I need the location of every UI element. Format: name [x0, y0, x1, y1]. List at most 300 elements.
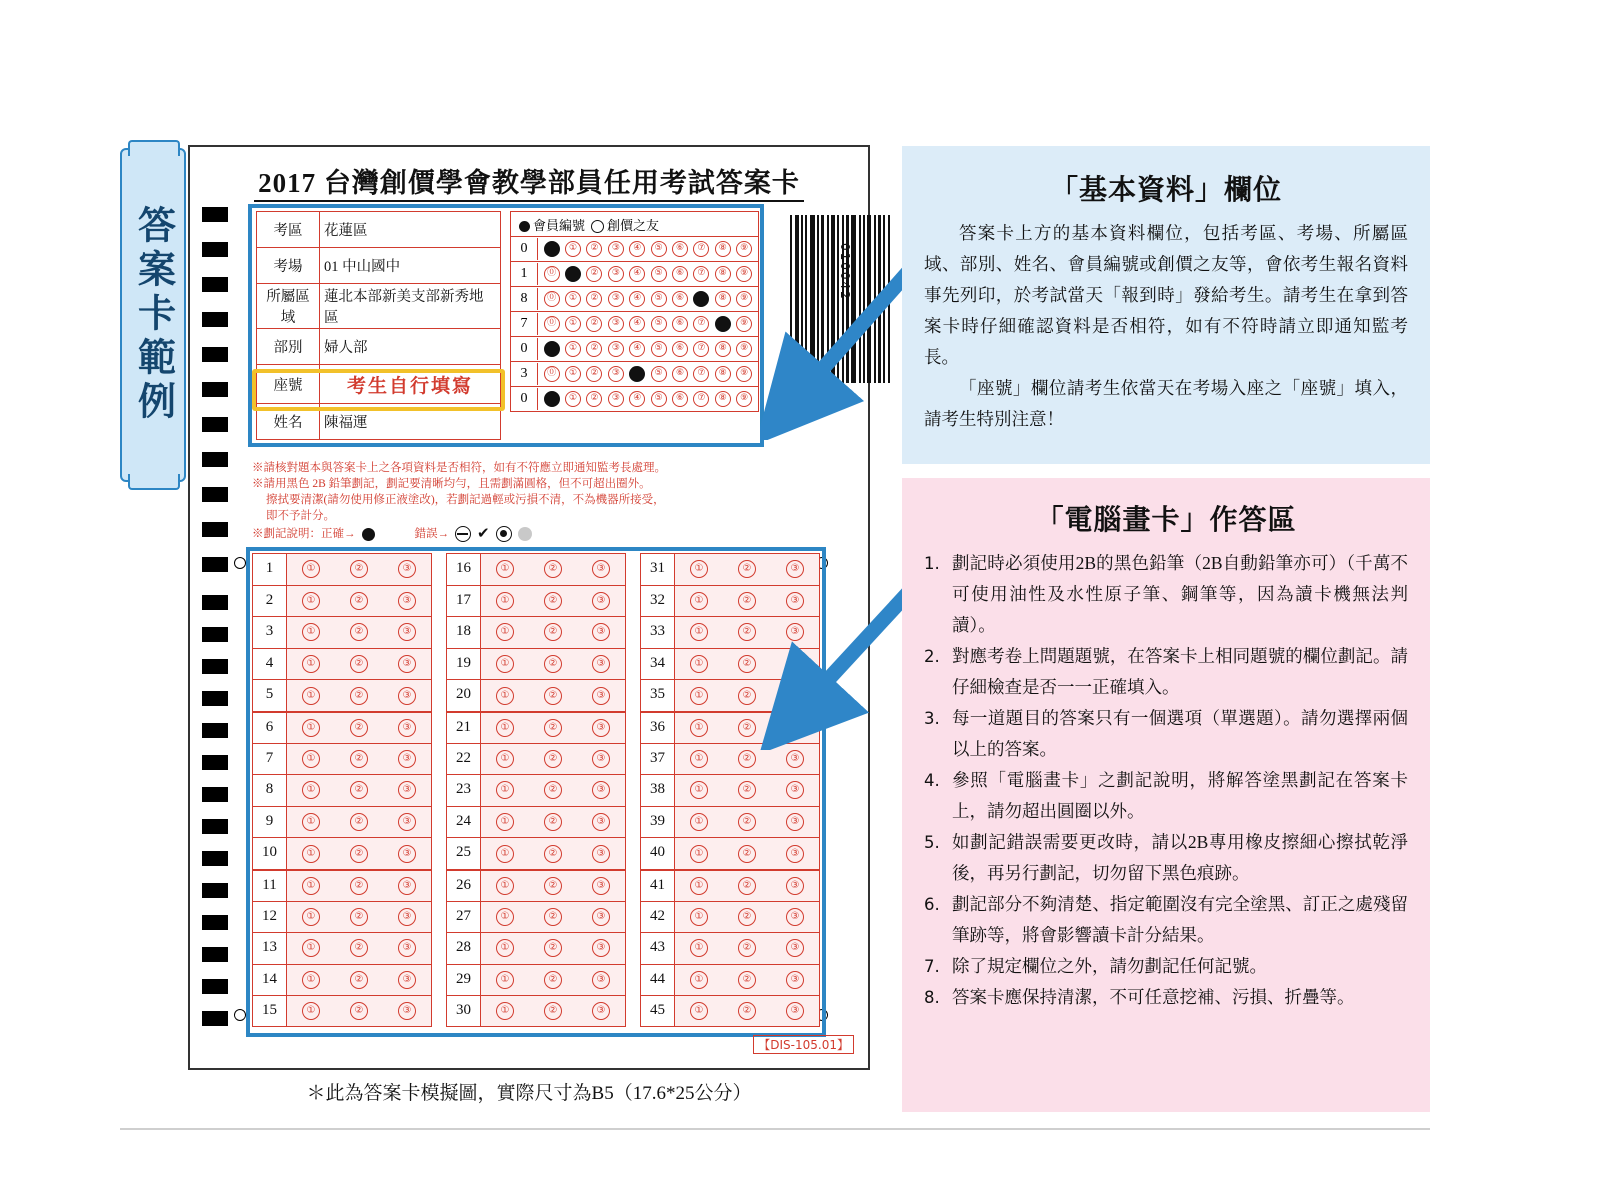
info-row [257, 365, 501, 404]
member-number-bubble[interactable]: ⑥ [672, 266, 688, 282]
answer-bubble[interactable]: ① [302, 908, 320, 926]
answer-bubble[interactable]: ② [738, 813, 756, 831]
member-number-bubble[interactable]: ⑤ [651, 241, 667, 257]
answer-bubble[interactable]: ① [496, 719, 514, 737]
info-row-label: 座號 [257, 365, 320, 404]
answer-bubble[interactable]: ② [544, 623, 562, 641]
answer-bubble[interactable]: ① [302, 687, 320, 705]
answer-bubble[interactable]: ② [350, 623, 368, 641]
member-number-bubble[interactable]: ③ [608, 366, 624, 382]
member-number-bubble[interactable]: ⑦ [693, 341, 709, 357]
timing-mark [202, 723, 228, 738]
member-number-bubble[interactable]: ① [565, 391, 581, 407]
answer-bubble[interactable]: ① [302, 623, 320, 641]
answer-bubble[interactable]: ① [496, 845, 514, 863]
answer-bubble[interactable]: ① [496, 877, 514, 895]
member-number-bubble[interactable]: ③ [608, 316, 624, 332]
answer-bubble[interactable]: ② [544, 781, 562, 799]
member-number-row [510, 312, 759, 337]
question-number: 1 [253, 554, 287, 585]
answer-bubble[interactable]: ③ [398, 939, 416, 957]
answer-bubble[interactable]: ① [496, 813, 514, 831]
question-number: 33 [641, 617, 675, 648]
answer-bubble[interactable]: ① [496, 971, 514, 989]
answer-bubble[interactable]: ① [690, 877, 708, 895]
member-number-bubble[interactable] [544, 341, 560, 357]
question-number: 42 [641, 902, 675, 933]
member-number-bubble[interactable]: ④ [629, 341, 645, 357]
answer-bubble[interactable]: ③ [398, 655, 416, 673]
answer-bubble[interactable]: ① [496, 655, 514, 673]
answer-bubble[interactable]: ③ [398, 560, 416, 578]
member-number-bubble[interactable] [629, 366, 645, 382]
member-number-bubble[interactable]: ⑥ [672, 391, 688, 407]
member-number-bubble[interactable]: ⑤ [651, 366, 667, 382]
member-number-bubble[interactable]: ④ [629, 241, 645, 257]
answer-bubble[interactable]: ① [496, 687, 514, 705]
answer-bubble[interactable]: ① [302, 971, 320, 989]
member-digit: 7 [511, 313, 538, 335]
answer-bubble[interactable]: ③ [786, 939, 804, 957]
answer-bubble[interactable]: ③ [398, 877, 416, 895]
answer-bubble[interactable]: ① [690, 971, 708, 989]
answer-bubble[interactable]: ③ [786, 813, 804, 831]
question-number: 40 [641, 838, 675, 869]
exam-instruction-item: 答案卡應保持清潔，不可任意挖補、污損、折疊等。 [952, 987, 1355, 1007]
answer-bubble[interactable]: ② [350, 750, 368, 768]
member-number-bubble[interactable]: ⑨ [736, 366, 752, 382]
answer-bubble[interactable]: ③ [786, 623, 804, 641]
basic-info-panel [902, 146, 1430, 464]
answer-bubble[interactable]: ① [302, 560, 320, 578]
timing-mark [202, 487, 228, 502]
answer-bubble[interactable]: ② [738, 687, 756, 705]
question-number: 26 [447, 871, 481, 901]
answer-bubble[interactable]: ③ [592, 845, 610, 863]
member-number-bubble[interactable]: ⑨ [736, 266, 752, 282]
member-number-bubble[interactable]: ⑥ [672, 341, 688, 357]
legend-wrong-label: 錯誤→ [414, 528, 449, 540]
answer-bubble[interactable]: ② [544, 845, 562, 863]
answer-bubble[interactable]: ① [302, 1002, 320, 1020]
empty-radio-icon [591, 220, 604, 233]
answer-bubble[interactable]: ③ [592, 750, 610, 768]
answer-bubble[interactable]: ② [738, 971, 756, 989]
answer-bubble[interactable]: ① [496, 939, 514, 957]
answer-bubble[interactable]: ② [350, 845, 368, 863]
answer-bubble[interactable]: ③ [592, 623, 610, 641]
member-number-bubble[interactable]: ③ [608, 291, 624, 307]
member-number-bubble[interactable]: ⑤ [651, 391, 667, 407]
answer-row [446, 964, 626, 996]
timing-mark [202, 627, 228, 642]
answer-bubble[interactable]: ① [690, 781, 708, 799]
answer-bubble[interactable]: ② [544, 592, 562, 610]
member-number-bubble[interactable]: ⑧ [715, 366, 731, 382]
question-number: 13 [253, 933, 287, 964]
answer-bubble[interactable]: ③ [786, 1002, 804, 1020]
member-number-bubble[interactable]: ② [586, 266, 602, 282]
answer-row [640, 932, 820, 964]
answer-bubble[interactable]: ① [690, 592, 708, 610]
answer-bubble[interactable]: ③ [592, 877, 610, 895]
member-number-bubble[interactable]: ⑤ [651, 266, 667, 282]
answer-bubble[interactable]: ① [690, 939, 708, 957]
answer-bubble[interactable]: ② [544, 655, 562, 673]
member-number-bubble[interactable]: ① [565, 366, 581, 382]
answer-bubble[interactable]: ③ [592, 592, 610, 610]
answer-row [446, 806, 626, 838]
question-number: 20 [447, 680, 481, 711]
answer-bubble[interactable]: ① [690, 687, 708, 705]
answer-bubble[interactable]: ① [302, 939, 320, 957]
info-row-value: 蓮北本部新美支部新秀地區 [320, 284, 501, 329]
answer-bubble[interactable]: ③ [592, 1002, 610, 1020]
info-row-value: 01 中山國中 [320, 248, 501, 284]
answer-bubble[interactable]: ③ [592, 781, 610, 799]
answer-bubble[interactable]: ① [302, 813, 320, 831]
answer-bubble[interactable]: ① [496, 560, 514, 578]
answer-row [252, 774, 432, 806]
answer-bubble[interactable]: ③ [786, 971, 804, 989]
member-number-row [510, 262, 759, 287]
answer-bubble[interactable]: ③ [592, 655, 610, 673]
answer-bubble[interactable]: ② [350, 908, 368, 926]
member-number-bubble[interactable]: ④ [629, 391, 645, 407]
member-number-bubble[interactable]: ⑨ [736, 241, 752, 257]
answer-row [446, 585, 626, 617]
answer-bubble[interactable]: ① [690, 813, 708, 831]
answer-bubble[interactable]: ② [544, 908, 562, 926]
registration-dot [234, 1009, 246, 1021]
member-number-bubble[interactable]: ② [586, 241, 602, 257]
member-number-bubble[interactable] [565, 266, 581, 282]
answer-bubble[interactable]: ② [544, 1002, 562, 1020]
member-number-bubble[interactable]: ⑦ [693, 391, 709, 407]
answer-bubble[interactable]: ① [690, 655, 708, 673]
member-number-bubble[interactable]: ⑤ [651, 291, 667, 307]
info-row-label: 考場 [257, 248, 320, 284]
timing-mark [202, 755, 228, 770]
answer-bubble[interactable]: ③ [398, 971, 416, 989]
answer-bubble[interactable]: ③ [592, 719, 610, 737]
answer-row [252, 806, 432, 838]
answer-bubble[interactable]: ② [544, 560, 562, 578]
timing-mark [202, 522, 228, 537]
member-number-bubble[interactable]: ⑦ [693, 241, 709, 257]
answer-row [446, 679, 626, 711]
member-number-row [510, 237, 759, 262]
member-number-bubble[interactable]: ② [586, 366, 602, 382]
answer-bubble[interactable]: ② [738, 623, 756, 641]
answer-row [640, 774, 820, 806]
member-number-bubble[interactable] [715, 316, 731, 332]
friend-option[interactable]: 創價之友 [591, 215, 659, 234]
answer-bubble[interactable]: ② [738, 781, 756, 799]
member-number-bubble[interactable]: ⑨ [736, 291, 752, 307]
answer-row [446, 837, 626, 869]
info-row [257, 248, 501, 284]
answer-bubble[interactable]: ① [302, 592, 320, 610]
answer-bubble[interactable]: ② [350, 560, 368, 578]
info-row-label: 姓名 [257, 404, 320, 440]
answer-bubble[interactable]: ① [496, 750, 514, 768]
answer-bubble[interactable]: ③ [592, 813, 610, 831]
timing-mark [202, 242, 228, 257]
question-number: 27 [447, 902, 481, 933]
answer-bubble[interactable]: ② [738, 877, 756, 895]
answer-bubble[interactable]: ② [350, 687, 368, 705]
member-number-bubble[interactable]: ⑥ [672, 366, 688, 382]
member-digit: 3 [511, 363, 538, 385]
note-line-2: ※請用黑色 2B 鉛筆劃記，劃記要清晰均勻，且需劃滿圓格，但不可超出圈外。 [252, 478, 651, 490]
member-number-bubble[interactable]: ① [565, 291, 581, 307]
answer-bubble[interactable]: ① [690, 750, 708, 768]
marking-legend [252, 526, 808, 542]
answer-bubble[interactable]: ① [690, 719, 708, 737]
answer-bubble[interactable]: ② [350, 719, 368, 737]
info-row [257, 404, 501, 440]
member-number-bubble[interactable]: ① [565, 341, 581, 357]
answer-bubble[interactable]: ③ [786, 877, 804, 895]
member-number-bubble[interactable]: ⑥ [672, 241, 688, 257]
member-number-bubble[interactable]: ④ [629, 291, 645, 307]
sample-card-banner-label: 答案卡範例 [131, 205, 174, 425]
answer-bubble[interactable]: ② [350, 877, 368, 895]
member-number-bubble[interactable]: ⓪ [544, 291, 560, 307]
exam-instruction-list [924, 548, 1408, 1013]
answer-bubble[interactable]: ② [738, 908, 756, 926]
timing-mark [202, 557, 228, 572]
answer-bubble[interactable]: ① [496, 908, 514, 926]
answer-bubble[interactable]: ① [690, 1002, 708, 1020]
answer-bubble[interactable]: ① [690, 623, 708, 641]
answer-bubble[interactable]: ① [496, 592, 514, 610]
answer-row [446, 648, 626, 680]
answer-bubble[interactable]: ① [496, 781, 514, 799]
question-number: 24 [447, 807, 481, 838]
answer-bubble[interactable]: ③ [786, 592, 804, 610]
answer-bubble[interactable]: ③ [786, 687, 804, 705]
answer-bubble[interactable]: ② [544, 750, 562, 768]
answer-bubble[interactable]: ② [738, 939, 756, 957]
answer-bubble[interactable]: ② [738, 1002, 756, 1020]
member-number-bubble[interactable]: ⑦ [693, 366, 709, 382]
answer-bubble[interactable]: ① [496, 623, 514, 641]
member-number-bubble[interactable]: ⑤ [651, 316, 667, 332]
answer-bubble[interactable]: ③ [592, 939, 610, 957]
answer-row [446, 774, 626, 806]
answer-bubble[interactable]: ③ [398, 908, 416, 926]
answer-bubble[interactable]: ② [738, 750, 756, 768]
member-number-bubble[interactable]: ⓪ [544, 316, 560, 332]
question-number: 17 [447, 586, 481, 617]
answer-row [252, 616, 432, 648]
member-number-bubble[interactable] [544, 391, 560, 407]
question-number: 8 [253, 775, 287, 806]
exam-instruction-item: 每一道題目的答案只有一個選項（單選題）。請勿選擇兩個以上的答案。 [952, 708, 1408, 759]
member-number-bubble[interactable]: ⑦ [693, 316, 709, 332]
member-number-bubble[interactable]: ③ [608, 241, 624, 257]
answer-bubble[interactable]: ③ [398, 781, 416, 799]
member-number-bubble[interactable]: ⓪ [544, 266, 560, 282]
member-number-bubble[interactable]: ⑨ [736, 341, 752, 357]
filled-radio-icon [519, 221, 530, 232]
answer-bubble[interactable]: ① [302, 877, 320, 895]
question-number: 5 [253, 680, 287, 711]
answer-bubble[interactable]: ③ [786, 750, 804, 768]
answer-bubble[interactable]: ③ [592, 908, 610, 926]
answer-bubble[interactable]: ② [350, 813, 368, 831]
member-number-bubble[interactable]: ⑧ [715, 266, 731, 282]
answer-bubble[interactable]: ② [350, 655, 368, 673]
member-number-bubble[interactable]: ③ [608, 391, 624, 407]
answer-bubble[interactable]: ② [350, 592, 368, 610]
member-number-bubble[interactable]: ⑨ [736, 316, 752, 332]
member-number-bubble[interactable]: ⑥ [672, 316, 688, 332]
answer-bubble[interactable]: ③ [398, 719, 416, 737]
answer-bubble[interactable]: ③ [592, 560, 610, 578]
answer-bubble[interactable]: ② [738, 845, 756, 863]
basic-info-paragraph-1: 答案卡上方的基本資料欄位，包括考區、考場、所屬區域、部別、姓名、會員編號或創價之友等，會依考生報名資料事先列印，於考試當天「報到時」發給考生。請考生在拿到答案卡時仔細確認資料是否相符，如有不符時請立即通知監考長。 [924, 223, 1408, 367]
member-number-bubble[interactable]: ⑧ [715, 241, 731, 257]
answer-bubble[interactable]: ① [690, 560, 708, 578]
answer-bubble[interactable]: ② [350, 1002, 368, 1020]
answer-bubble[interactable]: ② [544, 813, 562, 831]
timing-mark [202, 417, 228, 432]
member-number-bubble[interactable]: ③ [608, 341, 624, 357]
note-line-4: 即不予計分。 [266, 510, 335, 522]
answer-bubble[interactable]: ② [544, 939, 562, 957]
question-number: 6 [253, 713, 287, 743]
answer-bubble[interactable]: ③ [398, 750, 416, 768]
answer-bubble[interactable]: ② [738, 592, 756, 610]
answer-row [252, 679, 432, 711]
question-number: 21 [447, 713, 481, 743]
answer-bubble[interactable]: ② [544, 877, 562, 895]
member-number-bubble[interactable]: ⑧ [715, 291, 731, 307]
timing-mark [202, 595, 228, 610]
info-row-label: 部別 [257, 329, 320, 365]
question-number: 10 [253, 838, 287, 869]
member-number-bubble[interactable]: ③ [608, 266, 624, 282]
answer-bubble[interactable]: ③ [786, 781, 804, 799]
member-number-bubble[interactable]: ① [565, 241, 581, 257]
registration-dot [234, 557, 246, 569]
question-number: 34 [641, 649, 675, 680]
answer-bubble[interactable]: ① [302, 750, 320, 768]
member-number-bubble[interactable]: ① [565, 316, 581, 332]
answer-bubble[interactable]: ① [302, 845, 320, 863]
member-number-row [510, 387, 759, 412]
answer-bubble[interactable]: ② [350, 781, 368, 799]
answer-bubble[interactable]: ① [690, 845, 708, 863]
member-number-bubble[interactable]: ② [586, 316, 602, 332]
question-number: 31 [641, 554, 675, 585]
answer-bubble[interactable]: ① [302, 719, 320, 737]
answer-bubble[interactable]: ③ [398, 592, 416, 610]
member-number-bubble[interactable]: ④ [629, 316, 645, 332]
note-line-1: ※請核對題本與答案卡上之各項資料是否相符，如有不符應立即通知監考長處理。 [252, 462, 666, 474]
card-caption: ＊此為答案卡模擬圖，實際尺寸為B5（17.6*25公分） [306, 1083, 752, 1104]
answer-bubble[interactable]: ② [738, 560, 756, 578]
member-number-bubble[interactable]: ⑥ [672, 291, 688, 307]
answer-bubble[interactable]: ② [544, 971, 562, 989]
answer-bubble[interactable]: ② [544, 687, 562, 705]
member-number-bubble[interactable]: ⑦ [693, 266, 709, 282]
answer-bubble[interactable]: ② [738, 655, 756, 673]
info-row [257, 329, 501, 365]
answer-row [640, 901, 820, 933]
answer-row [446, 616, 626, 648]
member-number-bubble[interactable]: ⓪ [544, 366, 560, 382]
answer-bubble[interactable]: ③ [592, 971, 610, 989]
question-number: 23 [447, 775, 481, 806]
answer-bubble[interactable]: ③ [398, 687, 416, 705]
member-number-bubble[interactable]: ⑧ [715, 341, 731, 357]
member-number-bubble[interactable]: ② [586, 291, 602, 307]
member-number-row [510, 362, 759, 387]
answer-bubble[interactable]: ③ [398, 623, 416, 641]
answer-bubble[interactable]: ③ [398, 845, 416, 863]
answer-row [252, 837, 432, 869]
answer-row [640, 995, 820, 1027]
answer-bubble[interactable]: ③ [398, 813, 416, 831]
answer-row [252, 553, 432, 585]
answer-bubble[interactable]: ① [690, 908, 708, 926]
member-option[interactable]: 會員編號 [519, 215, 585, 234]
timing-mark [202, 312, 228, 327]
answer-bubble[interactable]: ① [302, 781, 320, 799]
answer-bubble[interactable]: ③ [398, 1002, 416, 1020]
answer-bubble[interactable]: ① [496, 1002, 514, 1020]
answer-bubble[interactable]: ② [738, 719, 756, 737]
answer-row [640, 806, 820, 838]
exam-area-panel-title: 「電腦畫卡」作答區 [1035, 505, 1297, 536]
answer-bubble[interactable]: ③ [592, 687, 610, 705]
answer-row [446, 553, 626, 585]
answer-bubble[interactable]: ③ [786, 719, 804, 737]
answer-row [446, 932, 626, 964]
member-number-bubble[interactable]: ② [586, 341, 602, 357]
answer-bubble[interactable]: ③ [786, 560, 804, 578]
answer-row [640, 837, 820, 869]
question-number: 43 [641, 933, 675, 964]
answer-bubble[interactable]: ② [350, 971, 368, 989]
answer-bubble[interactable]: ① [302, 655, 320, 673]
member-number-bubble[interactable] [544, 241, 560, 257]
info-row [257, 212, 501, 248]
member-number-bubble[interactable]: ⑤ [651, 341, 667, 357]
answer-bubble[interactable]: ③ [786, 655, 804, 673]
answer-bubble[interactable]: ② [350, 939, 368, 957]
exam-instruction-item: 如劃記錯誤需要更改時，請以2B專用橡皮擦細心擦拭乾淨後，再另行劃記，切勿留下黑色痕跡。 [952, 832, 1408, 883]
member-number-bubble[interactable]: ④ [629, 266, 645, 282]
answer-row [252, 585, 432, 617]
member-number-bubble[interactable]: ② [586, 391, 602, 407]
answer-bubble[interactable]: ③ [786, 908, 804, 926]
basic-info-table [256, 211, 501, 440]
answer-row [252, 901, 432, 933]
answer-bubble[interactable]: ② [544, 719, 562, 737]
member-number-bubble[interactable]: ⑧ [715, 391, 731, 407]
member-number-bubble[interactable]: ⑨ [736, 391, 752, 407]
answer-bubble[interactable]: ③ [786, 845, 804, 863]
member-number-bubble[interactable] [693, 291, 709, 307]
question-number: 19 [447, 649, 481, 680]
question-number: 30 [447, 996, 481, 1026]
form-code: 【DIS-105.01】 [753, 1035, 854, 1054]
